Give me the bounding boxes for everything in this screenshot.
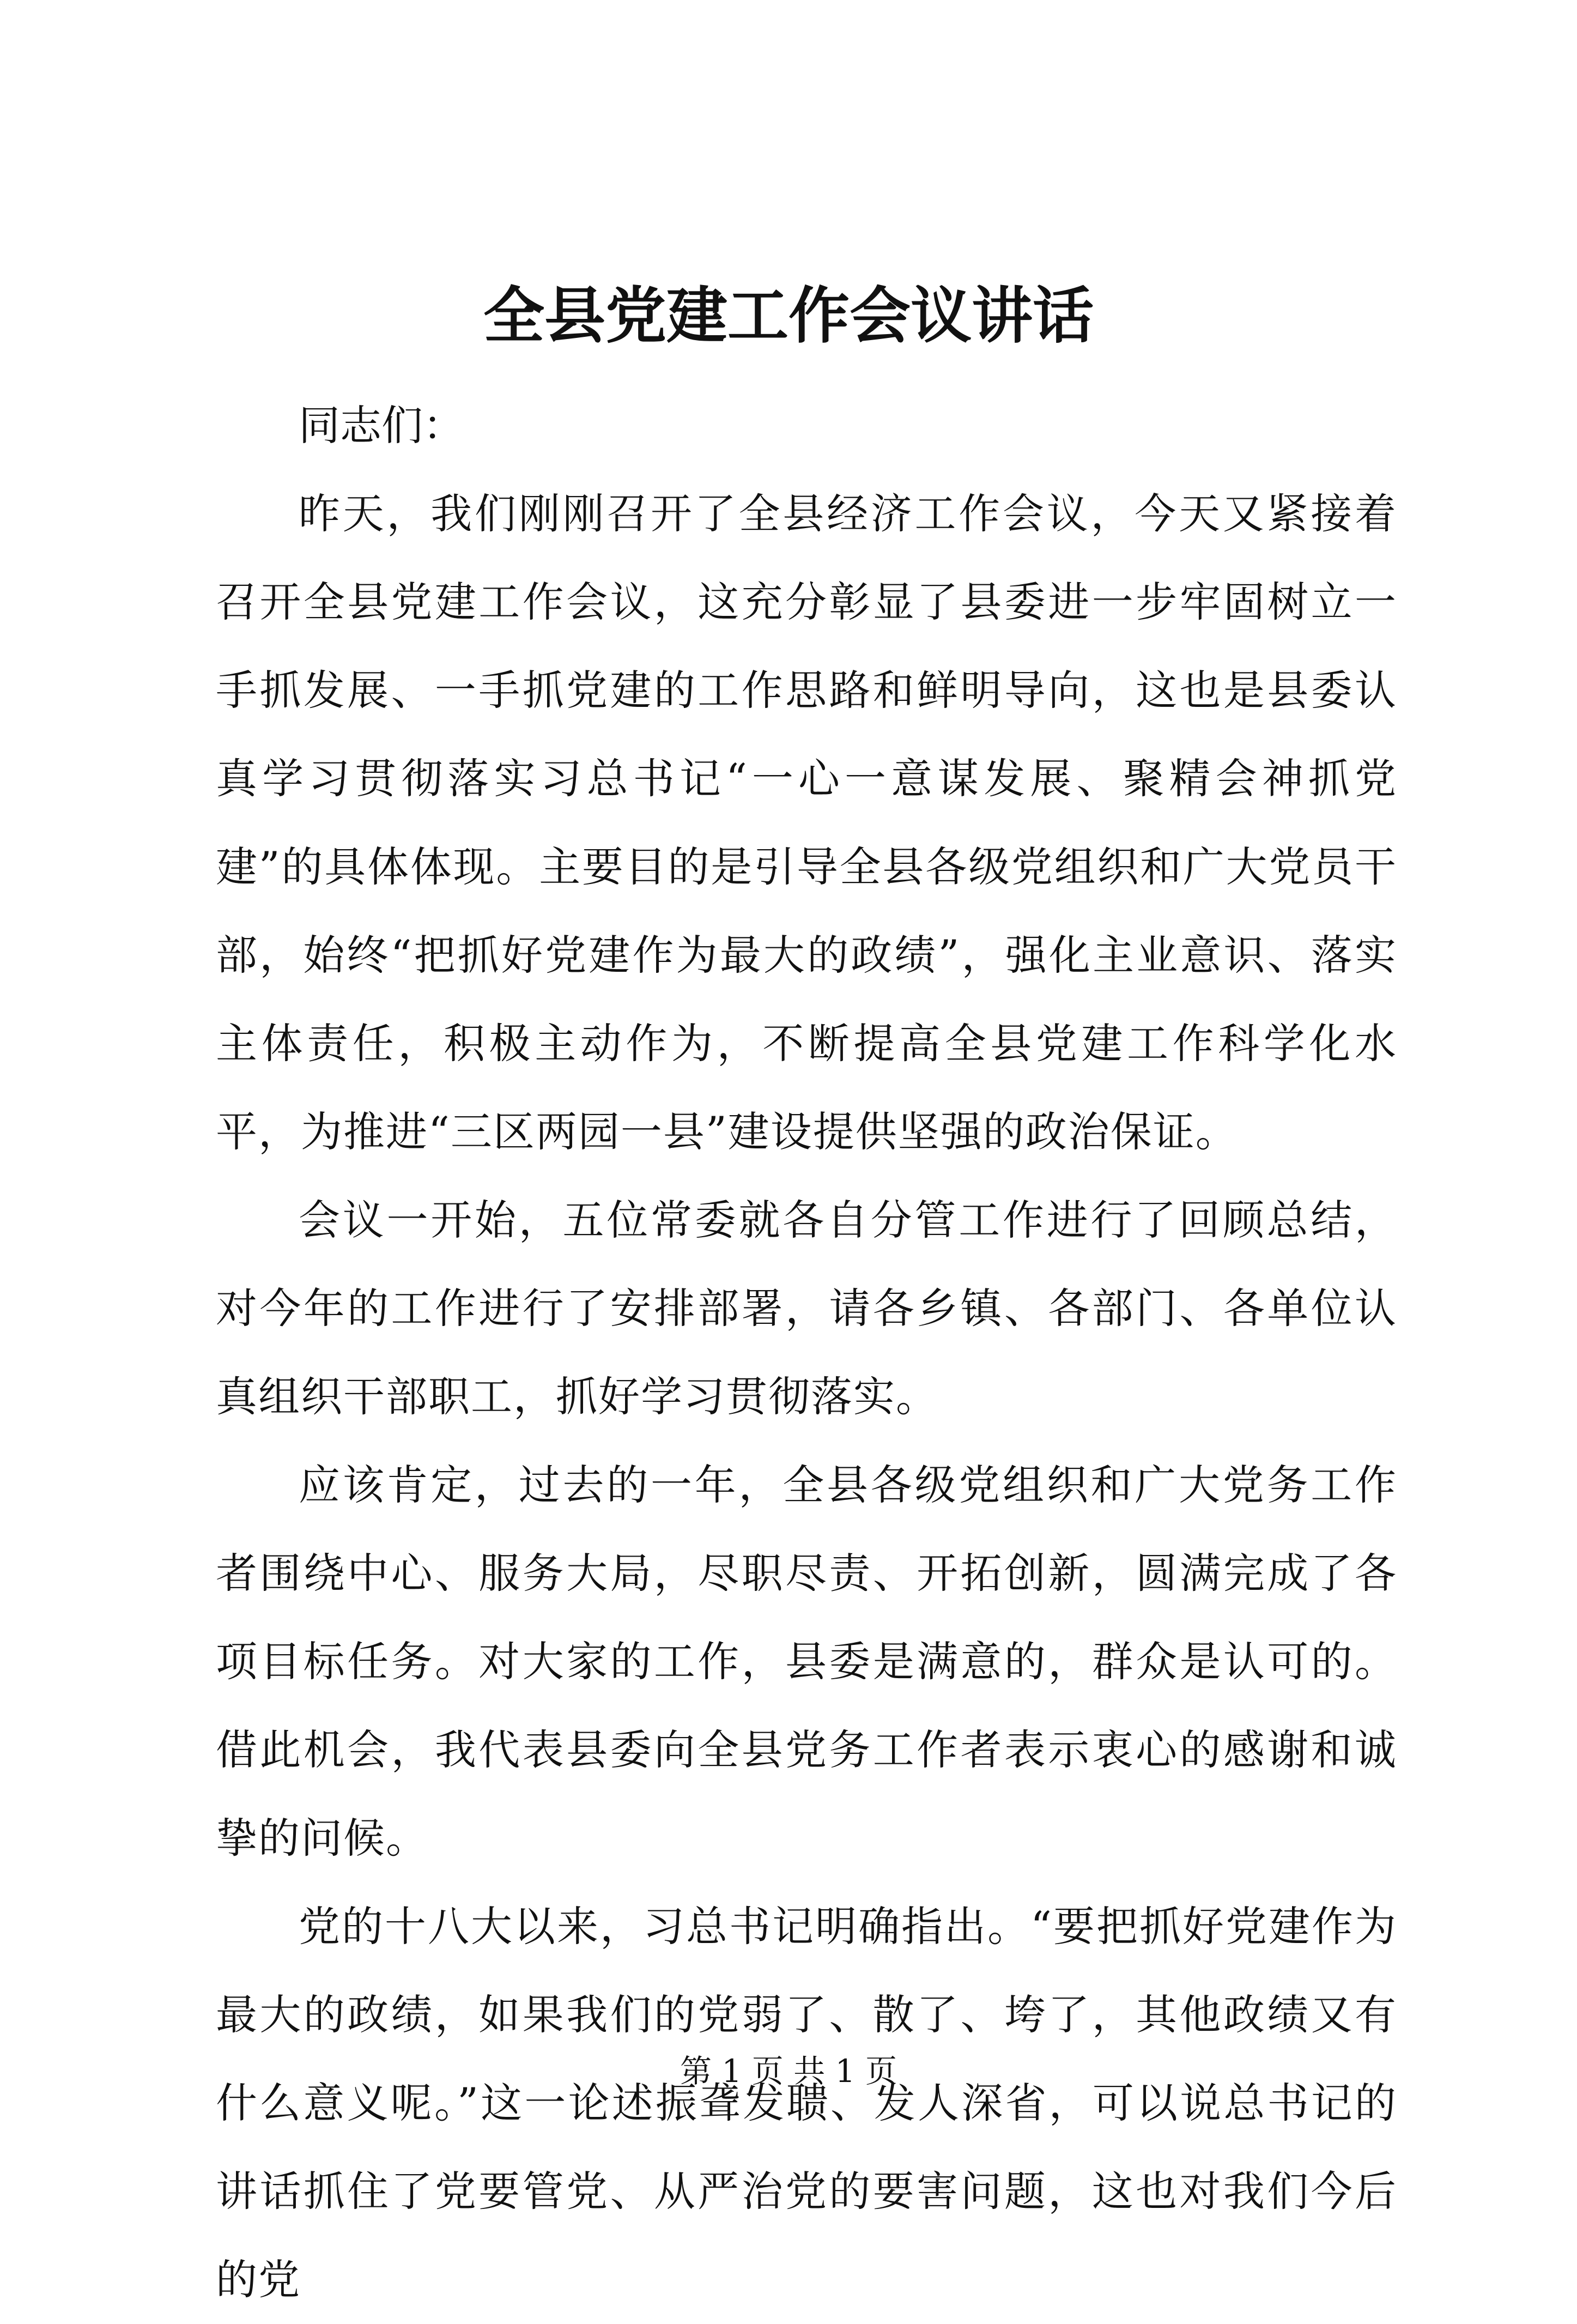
document-body	[216, 382, 1397, 2324]
document-title: 全县党建工作会议讲话	[483, 280, 1094, 352]
paragraph-4: 党的十八大以来，习总书记明确指出。“要把抓好党建作为最大的政绩，如果我们的党弱了、散了、垮了，其他政绩又有什么意义呢。”这一论述振聋发聩、发人深省，可以说总书记的讲话抓住了党要管党、从严治党的要害问题，这也对我们今后的党	[216, 1902, 1397, 2304]
paragraph-3: 应该肯定，过去的一年，全县各级党组织和广大党务工作者围绕中心、服务大局，尽职尽责、开拓创新，圆满完成了各项目标任务。对大家的工作，县委是满意的，群众是认可的。借此机会，我代表县委向全县党务工作者表示衷心的感谢和诚挚的问候。	[216, 1461, 1397, 1862]
salutation: 同志们：	[299, 401, 464, 450]
page-footer: 第 1 页 共 1 页	[680, 2053, 897, 2090]
paragraph-1: 昨天，我们刚刚召开了全县经济工作会议，今天又紧接着召开全县党建工作会议，这充分彰显了县委进一步牢固树立一手抓发展、一手抓党建的工作思路和鲜明导向，这也是县委认真学习贯彻落实习总书记“一心一意谋发展、聚精会神抓党建”的具体体现。主要目的是引导全县各级党组织和广大党员干部，始终“把抓好党建作为最大的政绩”，强化主业意识、落实主体责任，积极主动作为，不断提高全县党建工作科学化水平，为推进“三区两园一县”建设提供坚强的政治保证。	[216, 489, 1397, 1156]
paragraph-2: 会议一开始，五位常委就各自分管工作进行了回顾总结，对今年的工作进行了安排部署，请各乡镇、各部门、各单位认真组织干部职工，抓好学习贯彻落实。	[216, 1196, 1397, 1421]
